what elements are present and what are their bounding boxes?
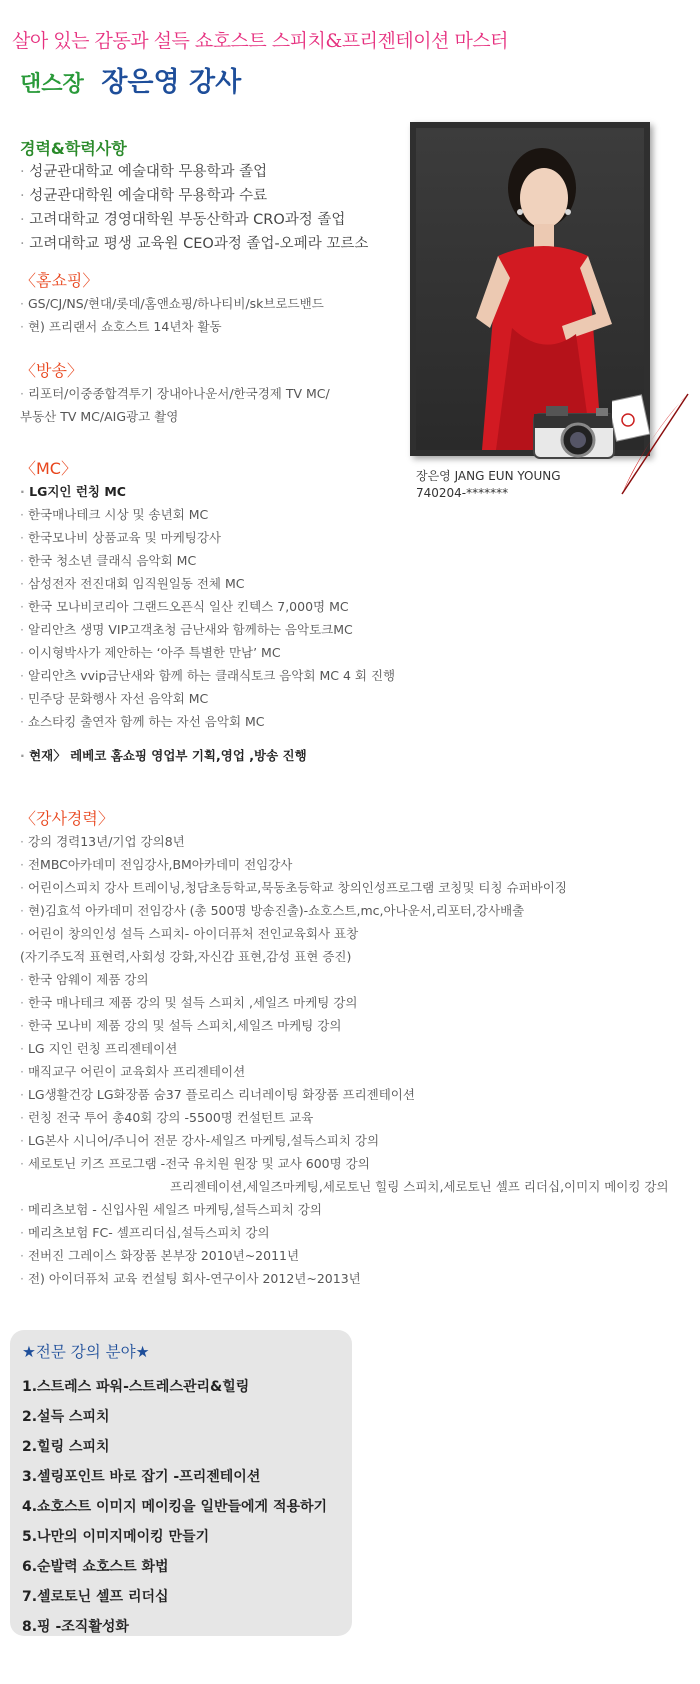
lecture-list [20, 830, 669, 1290]
list-item: · 어린이스피치 강사 트레이닝,청담초등학교,묵동초등학교 창의인성프로그램 코칭및 티칭 슈퍼바이징 [20, 876, 669, 899]
list-item: · 메리츠보험 - 신입사원 세일즈 마케팅,설득스피치 강의 [20, 1198, 669, 1221]
expert-areas-box [10, 1330, 352, 1636]
list-item: · LG 지인 런칭 프리젠테이션 [20, 1037, 669, 1060]
section-title-lecture: 〈강사경력〉 [20, 809, 114, 828]
list-item: · 한국모나비 상품교육 및 마케팅강사 [20, 526, 395, 549]
list-item: · LG지인 런칭 MC [20, 480, 395, 503]
list-item: · 민주당 문화행사 자선 음악회 MC [20, 687, 395, 710]
list-item: · 고려대학교 경영대학원 부동산학과 CRO과정 졸업 [20, 208, 368, 232]
list-item: 7.셀로토닌 셀프 리더십 [22, 1589, 169, 1605]
list-item: · 고려대학교 평생 교육원 CEO과정 졸업-오페라 꼬르소 [20, 232, 368, 256]
mc-list [20, 480, 395, 733]
list-item: · 한국 청소년 클래식 음악회 MC [20, 549, 395, 572]
list-item: · 삼성전자 전진대회 임직원일동 전체 MC [20, 572, 395, 595]
list-item: · 현) 프리랜서 쇼호스트 14년차 활동 [20, 315, 324, 338]
list-item: · 알리안츠 vvip금난새와 함께 하는 클래식토크 음악회 MC 4 회 진행 [20, 664, 395, 687]
list-item: · 전) 아이더퓨처 교육 컨설팅 회사-연구이사 2012년~2013년 [20, 1267, 669, 1290]
role-label: 댄스장 [20, 72, 84, 97]
list-item: · 어린이 창의인성 설득 스피치- 아이더퓨처 전인교육회사 표창 [20, 922, 669, 945]
education-list [20, 160, 368, 256]
caption-id: 740204-******* [416, 486, 509, 500]
list-item: · 전버진 그레이스 화장품 본부장 2010년~2011년 [20, 1244, 669, 1267]
section-title-homeshopping: 〈홈쇼핑〉 [20, 271, 99, 290]
list-item: · 리포터/이중종합격투기 장내아나운서/한국경제 TV MC/ [20, 382, 330, 405]
list-item: · 세로토닌 키즈 프로그램 -전국 유치원 원장 및 교사 600명 강의 [20, 1152, 669, 1175]
section-title-mc: 〈MC〉 [20, 459, 77, 478]
list-item: 8.핑 -조직활성화 [22, 1619, 129, 1635]
page-title [20, 60, 241, 99]
list-item: · 알리안츠 생명 VIP고객초청 금난새와 함께하는 음악토크MC [20, 618, 395, 641]
list-item: 프리젠테이션,세일즈마케팅,세로토닌 힐링 스피치,세로토닌 셀프 리더십,이미지 메이킹 강의 [170, 1179, 669, 1194]
list-item: · 강의 경력13년/기업 강의8년 [20, 830, 669, 853]
list-item: · 매직교구 어린이 교육회사 프리젠테이션 [20, 1060, 669, 1083]
current-position: · 현재〉 레베코 홈쇼핑 영업부 기획,영업 ,방송 진행 [20, 744, 307, 767]
homeshopping-list [20, 292, 324, 338]
list-item: · 한국 모나비코리아 그랜드오픈식 일산 킨텍스 7,000명 MC [20, 595, 395, 618]
tagline: 살아 있는 감동과 설득 쇼호스트 스피치&프리젠테이션 마스터 [12, 30, 509, 52]
list-item: · 한국 암웨이 제품 강의 [20, 968, 669, 991]
expert-areas-list [22, 1372, 327, 1642]
list-item: · 성균관대학원 예술대학 무용학과 수료 [20, 184, 368, 208]
caption-name: 장은영 JANG EUN YOUNG [416, 469, 561, 483]
section-title-education: 경력&학력사항 [20, 139, 127, 158]
list-item: 1.스트레스 파워-스트레스관리&힐링 [22, 1379, 250, 1395]
list-item: · 한국 모나비 제품 강의 및 설득 스피치,세일즈 마케팅 강의 [20, 1014, 669, 1037]
camera-icon [530, 400, 620, 464]
list-item: (자기주도적 표현력,사회성 강화,자신감 표현,감성 표현 증진) [20, 949, 352, 964]
list-item: · LG본사 시니어/주니어 전문 강사-세일즈 마케팅,설득스피치 강의 [20, 1129, 669, 1152]
list-item: · 한국 매나테크 제품 강의 및 설득 스피치 ,세일즈 마케팅 강의 [20, 991, 669, 1014]
list-item: · 성균관대학교 예술대학 무용학과 졸업 [20, 160, 368, 184]
list-item: · GS/CJ/NS/현대/롯데/홈앤쇼핑/하나티비/sk브로드밴드 [20, 292, 324, 315]
list-item: · 이시형박사가 제안하는 ‘아주 특별한 만남’ MC [20, 641, 395, 664]
list-item: 2.설득 스피치 [22, 1409, 110, 1425]
list-item: · 메리츠보험 FC- 셀프리더십,설득스피치 강의 [20, 1221, 669, 1244]
list-item: · LG생활건강 LG화장품 숨37 플로리스 리너레이팅 화장품 프리젠테이션 [20, 1083, 669, 1106]
quill-pen-icon [612, 390, 692, 500]
list-item: 3.셀링포인트 바로 잡기 -프리젠테이션 [22, 1469, 261, 1485]
list-item: 6.순발력 쇼호스트 화법 [22, 1559, 169, 1575]
list-item: · 런칭 전국 투어 총40회 강의 -5500명 컨설턴트 교육 [20, 1106, 669, 1129]
broadcast-list [20, 382, 330, 428]
expert-areas-title: ★전문 강의 분야★ [22, 1343, 150, 1361]
list-item: · 쇼스타킹 출연자 함께 하는 자선 음악회 MC [20, 710, 395, 733]
mc-current-list [20, 744, 307, 767]
photo-caption [416, 468, 561, 502]
list-item: · 현)김효석 아카데미 전임강사 (총 500명 방송진출)-쇼호스트,mc,아나운서,리포터,강사배출 [20, 899, 669, 922]
instructor-name: 장은영 강사 [101, 67, 242, 98]
section-title-broadcast: 〈방송〉 [20, 361, 83, 380]
list-item: 부동산 TV MC/AIG광고 촬영 [20, 409, 179, 424]
list-item: 2.힐링 스피치 [22, 1439, 110, 1455]
list-item: · 한국매나테크 시상 및 송년회 MC [20, 503, 395, 526]
list-item: 5.나만의 이미지메이킹 만들기 [22, 1529, 210, 1545]
list-item: · 전MBC아카데미 전임강사,BM아카데미 전임강사 [20, 853, 669, 876]
list-item: 4.쇼호스트 이미지 메이킹을 일반들에게 적용하기 [22, 1499, 328, 1515]
